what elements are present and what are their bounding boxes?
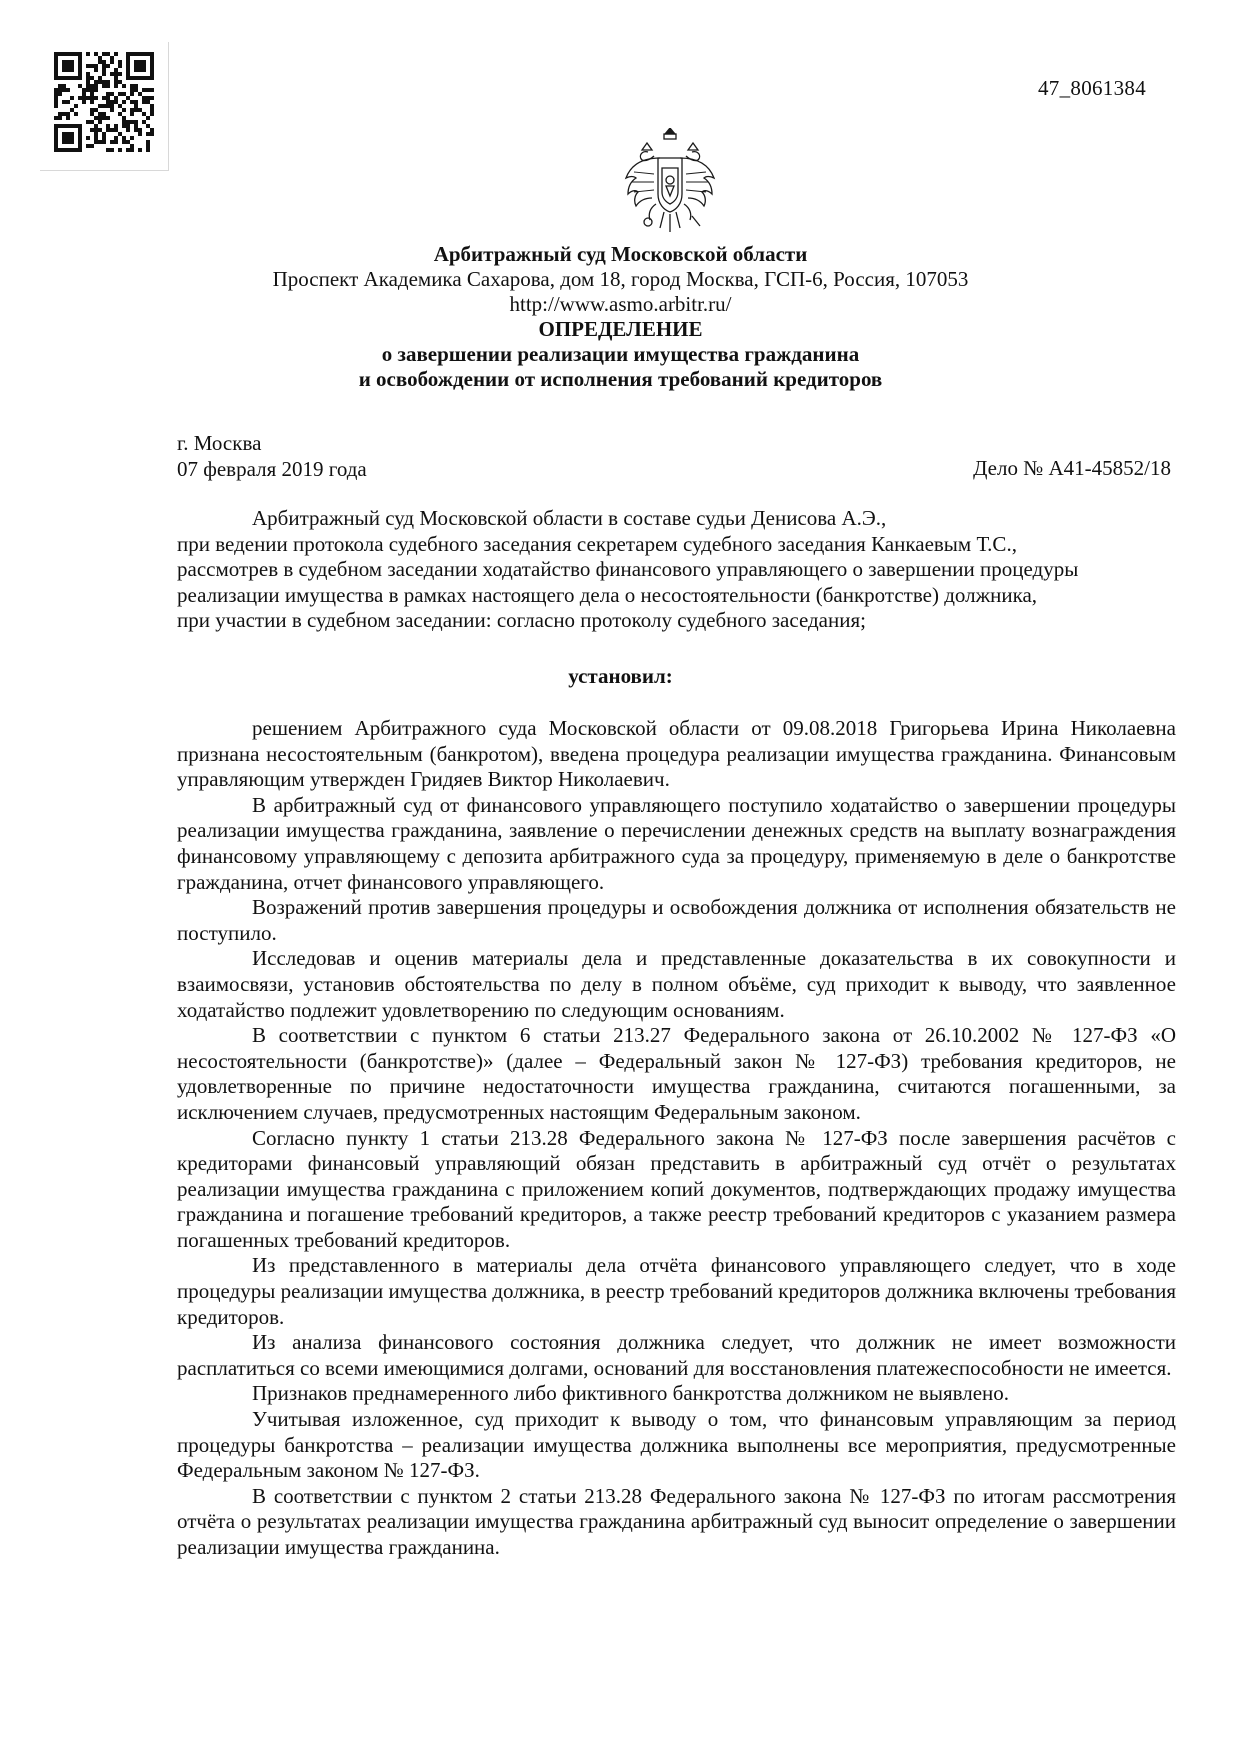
court-header — [0, 242, 1241, 392]
place-and-date — [177, 430, 367, 482]
ruling-body — [177, 716, 1176, 1561]
date: 07 февраля 2019 года — [177, 457, 367, 481]
court-url[interactable]: http://www.asmo.arbitr.ru/ — [509, 292, 732, 316]
paragraph: В соответствии с пунктом 2 статьи 213.28 Федерального закона № 127-ФЗ по итогам рассмотрения отчёта о результатах реализации имущества гражданина арбитражный суд выносит определение о завершении реализации имущества гражданина. — [177, 1483, 1176, 1559]
case-number: Дело № А41-45852/18 — [973, 456, 1171, 480]
paragraph: Из анализа финансового состояния должника следует, что должник не имеет возможности расплатиться со всеми имеющимися долгами, оснований для восстановления платежеспособности не имеется. — [177, 1330, 1176, 1380]
intro-line: при ведении протокола судебного заседания секретарем судебного заседания Канкаевым Т.С., — [177, 531, 1017, 556]
paragraph: Из представленного в материалы дела отчёта финансового управляющего следует, что в ходе процедуры реализации имущества должника, в реестр требований кредиторов должника включены требования кредиторов. — [177, 1253, 1176, 1329]
qr-code-icon — [40, 42, 169, 171]
paragraph: В арбитражный суд от финансового управляющего поступило ходатайство о завершении процедуры реализации имущества гражданина, заявление о перечислении денежных средств на выплату вознаграждения финансовому управляющему с депозита арбитражного суда за процедуру, применяемую в деле о банкротстве гражданина, отчет финансового управляющего. — [177, 792, 1176, 894]
paragraph: В соответствии с пунктом 6 статьи 213.27 Федерального закона от 26.10.2002 № 127-ФЗ «О несостоятельности (банкротстве)» (далее – Федеральный закон № 127-ФЗ) требования кредиторов, не удовлетворенные по причине недостаточности имущества гражданина, считаются погашенными, за исключением случаев, предусмотренных настоящим Федеральным законом. — [177, 1023, 1176, 1124]
intro-block — [177, 506, 1176, 634]
court-address: Проспект Академика Сахарова, дом 18, город Москва, ГСП-6, Россия, 107053 — [272, 267, 969, 291]
paragraph: Учитывая изложенное, суд приходит к выводу о том, что финансовым управляющим за период процедуры банкротства – реализации имущества должника выполнены все мероприятия, предусмотренные Федеральным законом № 127-ФЗ. — [177, 1407, 1176, 1483]
document-subtitle-line-2: и освобождении от исполнения требований кредиторов — [358, 367, 883, 391]
city: г. Москва — [177, 431, 262, 455]
document-number: 47_8061384 — [1038, 76, 1146, 100]
paragraph: Признаков преднамеренного либо фиктивного банкротства должником не выявлено. — [252, 1381, 1010, 1406]
document-title: ОПРЕДЕЛЕНИЕ — [538, 317, 703, 341]
established-heading: установил: — [568, 664, 673, 688]
intro-line: при участии в судебном заседании: согласно протоколу судебного заседания; — [177, 608, 866, 633]
court-name: Арбитражный суд Московской области — [433, 242, 808, 266]
paragraph: Возражений против завершения процедуры и освобождения должника от исполнения обязательств не поступило. — [177, 895, 1176, 945]
paragraph: Исследовав и оценив материалы дела и представленные доказательства в их совокупности и взаимосвязи, установив обстоятельства по делу в полном объёме, суд приходит к выводу, что заявленное ходатайство подлежит удовлетворению по следующим основаниям. — [177, 946, 1176, 1022]
document-subtitle-line-1: о завершении реализации имущества гражданина — [381, 342, 860, 366]
intro-line: рассмотрев в судебном заседании ходатайство финансового управляющего о завершении процедуры — [177, 557, 1079, 582]
paragraph: решением Арбитражного суда Московской области от 09.08.2018 Григорьева Ирина Николаевна признана несостоятельным (банкротом), введена процедура реализации имущества гражданина. Финансовым управляющим утвержден Гридяев Виктор Николаевич. — [177, 716, 1176, 792]
intro-line: Арбитражный суд Московской области в составе судьи Денисова А.Э., — [252, 506, 887, 530]
intro-line: реализации имущества в рамках настоящего дела о несостоятельности (банкротстве) должника, — [177, 582, 1038, 607]
paragraph: Согласно пункту 1 статьи 213.28 Федерального закона № 127-ФЗ после завершения расчётов с кредиторами финансовый управляющий обязан представить в арбитражный суд отчёт о результатах реализации имущества гражданина с приложением копий документов, подтверждающих продажу имущества гражданина и погашение требований кредиторов, а также реестр требований кредиторов с указанием размера погашенных требований кредиторов. — [177, 1125, 1176, 1252]
coat-of-arms-icon — [620, 128, 720, 243]
